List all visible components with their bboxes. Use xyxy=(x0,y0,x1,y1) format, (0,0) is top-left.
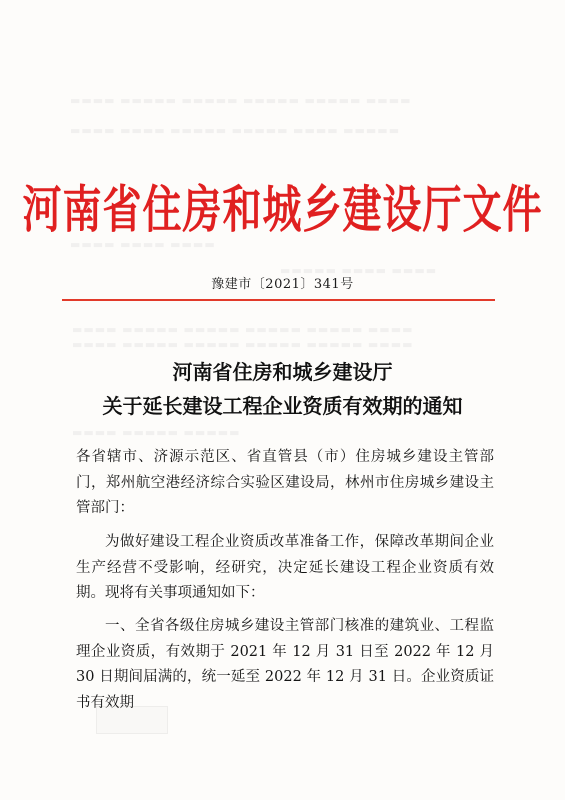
paragraph-text: 一、全省各级住房城乡建设主管部门核准的建筑业、工程监理企业资质，有效期于 2021 年 12 月 31 日至 2022 年 12 月 30 日期间届满的，统一延至 2022 年 12 月 31 日。企业资质证书有效期 xyxy=(76,618,494,711)
show-through-line: ▬▬▬▬ ▬▬▬▬▬ ▬▬▬▬▬ ▬▬▬▬▬ ▬▬▬▬▬ ▬▬▬▬ xyxy=(72,323,414,336)
show-through-line: ▬▬▬▬▬ ▬▬▬▬ ▬▬▬▬ xyxy=(280,264,438,277)
issuer-title: 河南省住房和城乡建设厅文件 xyxy=(22,181,543,241)
document-number: 豫建市〔2021〕341号 xyxy=(211,277,354,292)
red-divider-line xyxy=(62,299,495,301)
notice-paragraph xyxy=(76,614,494,716)
notice-title-line-2: 关于延长建设工程企业资质有效期的通知 xyxy=(102,394,463,418)
show-through-line: ▬▬▬▬ ▬▬▬▬▬ ▬▬▬▬▬ ▬▬▬▬▬ ▬▬▬▬▬ ▬▬▬▬ xyxy=(72,338,414,351)
notice-addressee xyxy=(76,445,494,522)
notice-title-line-1: 河南省住房和城乡建设厅 xyxy=(172,360,393,384)
show-through-line: ▬▬▬▬ ▬▬▬▬ ▬▬▬▬ xyxy=(70,238,216,251)
paragraph-text: 为做好建设工程企业资质改革准备工作，保障改革期间企业生产经营不受影响，经研究，决定延长建设工程企业资质有效期。现将有关事项通知如下： xyxy=(76,534,494,601)
show-through-line: ▬▬▬▬ ▬▬▬▬▬ ▬▬▬▬▬ ▬▬▬▬▬ ▬▬▬▬▬ ▬▬▬▬ xyxy=(70,94,412,107)
show-through-line: ▬▬▬▬ ▬▬▬▬▬ ▬▬▬▬▬ xyxy=(72,426,241,439)
notice-paragraph xyxy=(76,530,494,607)
addressee-text: 各省辖市、济源示范区、省直管县（市）住房城乡建设主管部门，郑州航空港经济综合实验区建设局，林州市住房城乡建设主管部门： xyxy=(76,449,494,516)
show-through-line: ▬▬▬▬ ▬▬▬▬ ▬▬▬▬▬ ▬▬▬▬▬ ▬▬▬▬ ▬▬▬▬▬ xyxy=(70,124,401,137)
